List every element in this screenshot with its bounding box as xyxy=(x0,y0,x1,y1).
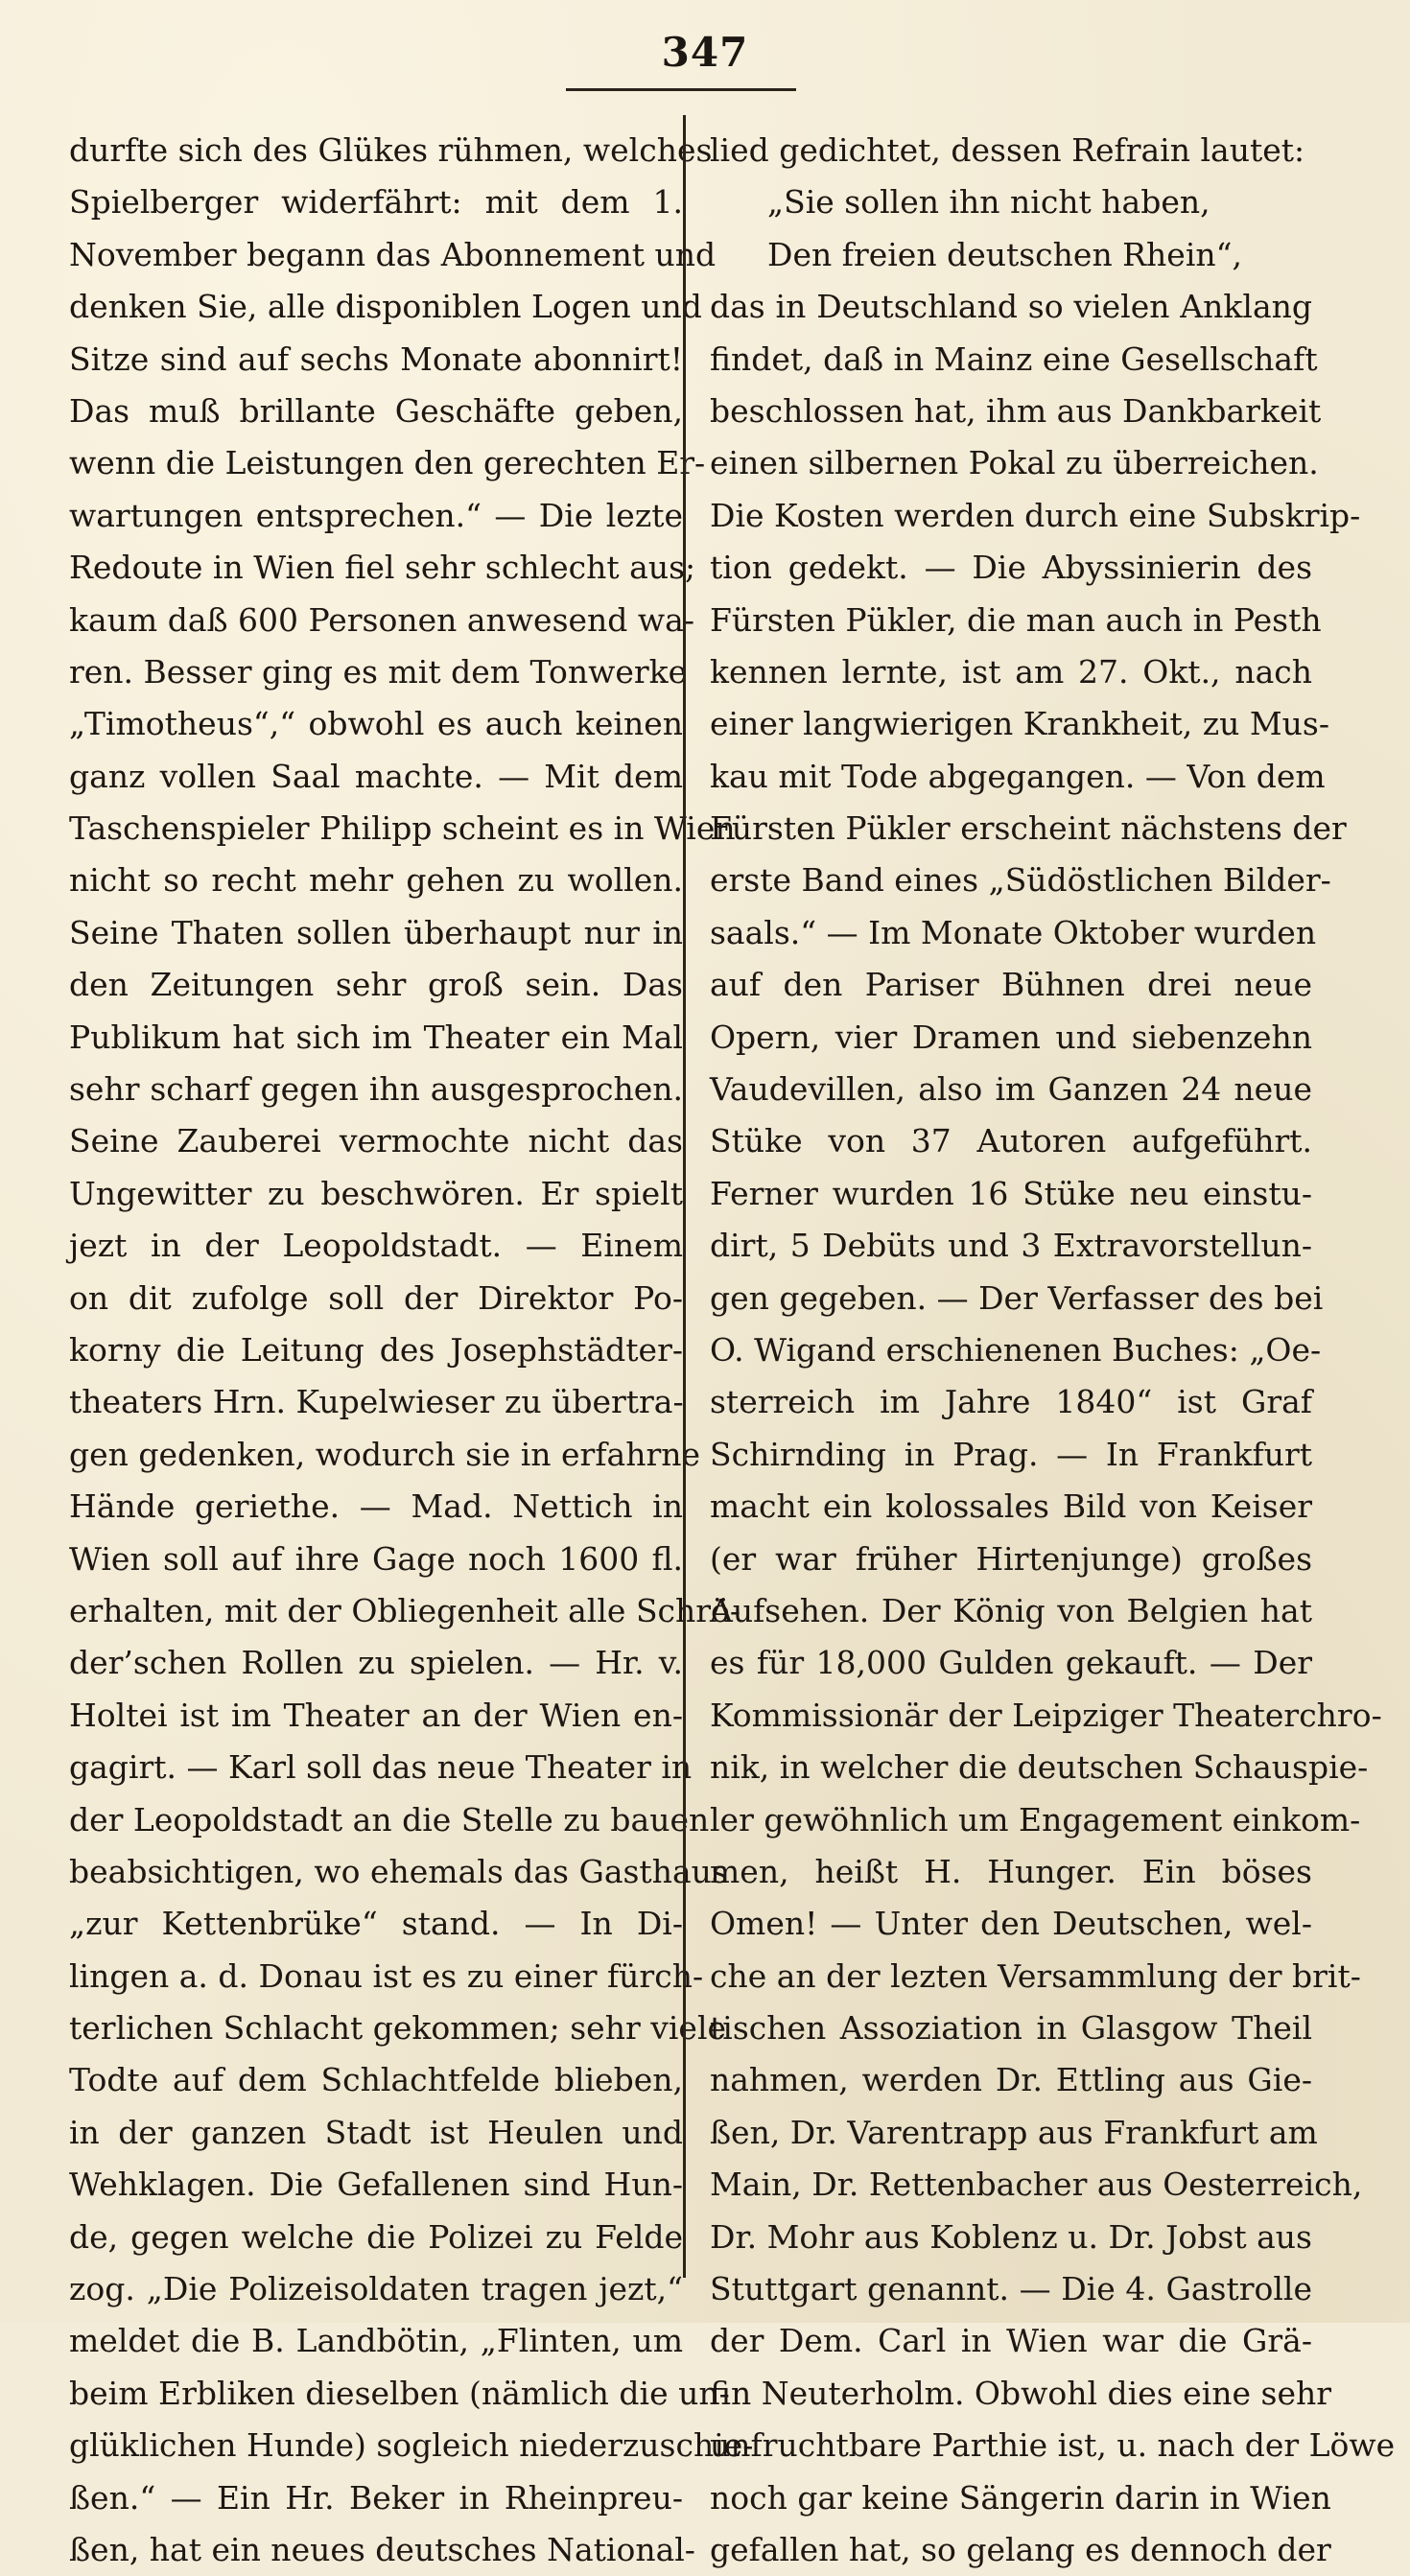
text-line: nik, in welcher die deutschen Schauspie- xyxy=(710,1748,1369,1787)
text-line: Todte auf dem Schlachtfelde blieben, xyxy=(69,2061,683,2099)
text-line: tischen Assoziation in Glasgow Theil xyxy=(710,2009,1312,2048)
text-line: dirt, 5 Debüts und 3 Extravorstellun- xyxy=(710,1227,1312,1265)
text-line: Sitze sind auf sechs Monate abonnirt! xyxy=(69,340,683,378)
text-line: men, heißt H. Hunger. Ein böses xyxy=(710,1852,1312,1890)
text-line: „Sie sollen ihn nicht haben, xyxy=(767,183,1210,222)
text-line: gen gedenken, wodurch sie in erfahrne xyxy=(69,1435,701,1473)
text-line: wartungen entsprechen.“ — Die lezte xyxy=(69,496,683,534)
text-line: ßen, hat ein neues deutsches National- xyxy=(69,2530,695,2568)
text-line: Ungewitter zu beschwören. Er spielt xyxy=(69,1174,683,1212)
text-line: kaum daß 600 Personen anwesend wa- xyxy=(69,600,694,639)
text-line: ren. Besser ging es mit dem Tonwerke xyxy=(69,652,688,691)
text-line: theaters Hrn. Kupelwieser zu übertra- xyxy=(69,1383,684,1421)
text-line: tion gedekt. — Die Abyssinierin des xyxy=(710,549,1312,587)
text-line: glüklichen Hunde) sogleich niederzuschie- xyxy=(69,2426,754,2465)
text-line: korny die Leitung des Josephstädter- xyxy=(69,1330,683,1369)
text-line: gen gegeben. — Der Verfasser des bei xyxy=(710,1278,1324,1317)
header-rule xyxy=(566,88,796,91)
text-line: denken Sie, alle disponiblen Logen und xyxy=(69,288,702,326)
text-line: in der ganzen Stadt ist Heulen und xyxy=(69,2113,683,2151)
text-line: beim Erbliken dieselben (nämlich die un- xyxy=(69,2374,730,2412)
left-column xyxy=(69,125,754,2576)
text-line: Wehklagen. Die Gefallenen sind Hun- xyxy=(69,2166,683,2204)
text-line: Seine Zauberei vermochte nicht das xyxy=(69,1122,683,1160)
text-line: kau mit Tode abgegangen. — Von dem xyxy=(710,757,1326,795)
text-line: Seine Thaten sollen überhaupt nur in xyxy=(69,913,683,951)
text-line: den Zeitungen sehr groß sein. Das xyxy=(69,966,683,1004)
page-number: 347 xyxy=(661,29,749,76)
text-line: Schirnding in Prag. — In Frankfurt xyxy=(710,1435,1312,1473)
text-line: Omen! — Unter den Deutschen, wel- xyxy=(710,1905,1312,1943)
text-line: Redoute in Wien fiel sehr schlecht aus; xyxy=(69,549,696,587)
text-line: ler gewöhnlich um Engagement einkom- xyxy=(710,1800,1361,1838)
text-line: Die Kosten werden durch eine Subskrip- xyxy=(710,496,1361,534)
text-line: noch gar keine Sängerin darin in Wien xyxy=(710,2478,1331,2517)
text-line: Fürsten Pükler erscheint nächstens der xyxy=(710,809,1347,848)
text-line: das in Deutschland so vielen Anklang xyxy=(710,288,1312,326)
text-line: ßen.“ — Ein Hr. Beker in Rheinpreu- xyxy=(69,2478,683,2517)
text-line: on dit zufolge soll der Direktor Po- xyxy=(69,1278,683,1317)
text-line: „zur Kettenbrüke“ stand. — In Di- xyxy=(69,1905,683,1943)
text-line: beabsichtigen, wo ehemals das Gasthaus xyxy=(69,1852,728,1890)
text-line: jezt in der Leopoldstadt. — Einem xyxy=(69,1227,683,1265)
text-line: Publikum hat sich im Theater ein Mal xyxy=(69,1018,683,1056)
text-line: unfruchtbare Parthie ist, u. nach der Löwe xyxy=(710,2426,1396,2465)
text-line: Taschenspieler Philipp scheint es in Wien xyxy=(69,809,736,848)
text-line: gagirt. — Karl soll das neue Theater in xyxy=(69,1748,693,1787)
text-line: Dr. Mohr aus Koblenz u. Dr. Jobst aus xyxy=(710,2217,1312,2256)
text-line: erhalten, mit der Obliegenheit alle Schrö- xyxy=(69,1591,741,1629)
text-line: lingen a. d. Donau ist es zu einer fürch- xyxy=(69,1956,704,1995)
text-line: terlichen Schlacht gekommen; sehr viele xyxy=(69,2009,727,2048)
text-line: Aufsehen. Der König von Belgien hat xyxy=(710,1591,1312,1629)
text-line: fin Neuterholm. Obwohl dies eine sehr xyxy=(710,2374,1331,2412)
text-line: lied gedichtet, dessen Refrain lautet: xyxy=(710,131,1305,169)
text-line: zog. „Die Polizeisoldaten tragen jezt,“ xyxy=(69,2270,683,2308)
text-line: Spielberger widerfährt: mit dem 1. xyxy=(69,183,683,222)
text-line: findet, daß in Mainz eine Gesellschaft xyxy=(710,340,1318,378)
text-line: de, gegen welche die Polizei zu Felde xyxy=(69,2217,683,2256)
text-line: Stuttgart genannt. — Die 4. Gastrolle xyxy=(710,2270,1312,2308)
text-line: der’schen Rollen zu spielen. — Hr. v. xyxy=(69,1644,683,1682)
text-line: nicht so recht mehr gehen zu wollen. xyxy=(69,861,683,900)
text-line: der Leopoldstadt an die Stelle zu bauen xyxy=(69,1800,710,1838)
text-line: che an der lezten Versammlung der brit- xyxy=(710,1956,1361,1995)
text-line: erste Band eines „Südöstlichen Bilder- xyxy=(710,861,1331,900)
text-line: Fürsten Pükler, die man auch in Pesth xyxy=(710,600,1322,639)
text-line: Main, Dr. Rettenbacher aus Oesterreich, xyxy=(710,2166,1363,2204)
text-line: Hände geriethe. — Mad. Nettich in xyxy=(69,1487,683,1526)
text-line: auf den Pariser Bühnen drei neue xyxy=(710,966,1312,1004)
text-line: meldet die B. Landbötin, „Flinten, um xyxy=(69,2322,683,2360)
text-line: Vaudevillen, also im Ganzen 24 neue xyxy=(710,1070,1312,1109)
text-line: Holtei ist im Theater an der Wien en- xyxy=(69,1696,683,1734)
text-line: einer langwierigen Krankheit, zu Mus- xyxy=(710,705,1329,743)
text-line: macht ein kolossales Bild von Keiser xyxy=(710,1487,1312,1526)
text-line: sterreich im Jahre 1840“ ist Graf xyxy=(710,1383,1312,1421)
text-line: nahmen, werden Dr. Ettling aus Gie- xyxy=(710,2061,1312,2099)
text-line: O. Wigand erschienenen Buches: „Oe- xyxy=(710,1330,1322,1369)
text-line: sehr scharf gegen ihn ausgesprochen. xyxy=(69,1070,683,1109)
text-line: ganz vollen Saal machte. — Mit dem xyxy=(69,757,683,795)
text-line: November begann das Abonnement und xyxy=(69,235,717,273)
column-divider xyxy=(683,115,686,2278)
text-line: „Timotheus“,“ obwohl es auch keinen xyxy=(69,705,683,743)
text-line: Den freien deutschen Rhein“, xyxy=(767,235,1242,273)
text-line: Wien soll auf ihre Gage noch 1600 fl. xyxy=(69,1539,683,1578)
text-line: gefallen hat, so gelang es dennoch der xyxy=(710,2530,1331,2568)
text-line: (er war früher Hirtenjunge) großes xyxy=(710,1539,1312,1578)
text-line: ßen, Dr. Varentrapp aus Frankfurt am xyxy=(710,2113,1318,2151)
text-line: saals.“ — Im Monate Oktober wurden xyxy=(710,913,1317,951)
text-line: es für 18,000 Gulden gekauft. — Der xyxy=(710,1644,1312,1682)
text-line: wenn die Leistungen den gerechten Er- xyxy=(69,444,706,482)
text-line: durfte sich des Glükes rühmen, welches xyxy=(69,131,713,169)
text-line: Das muß brillante Geschäfte geben, xyxy=(69,391,683,430)
text-line: Kommissionär der Leipziger Theaterchro- xyxy=(710,1696,1382,1734)
text-line: Ferner wurden 16 Stüke neu einstu- xyxy=(710,1174,1312,1212)
text-line: Opern, vier Dramen und siebenzehn xyxy=(710,1018,1312,1056)
text-line: beschlossen hat, ihm aus Dankbarkeit xyxy=(710,391,1322,430)
right-column xyxy=(710,125,1396,2576)
text-line: Stüke von 37 Autoren aufgeführt. xyxy=(710,1122,1312,1160)
text-line: einen silbernen Pokal zu überreichen. xyxy=(710,444,1319,482)
text-line: der Dem. Carl in Wien war die Grä- xyxy=(710,2322,1312,2360)
text-line: kennen lernte, ist am 27. Okt., nach xyxy=(710,652,1312,691)
